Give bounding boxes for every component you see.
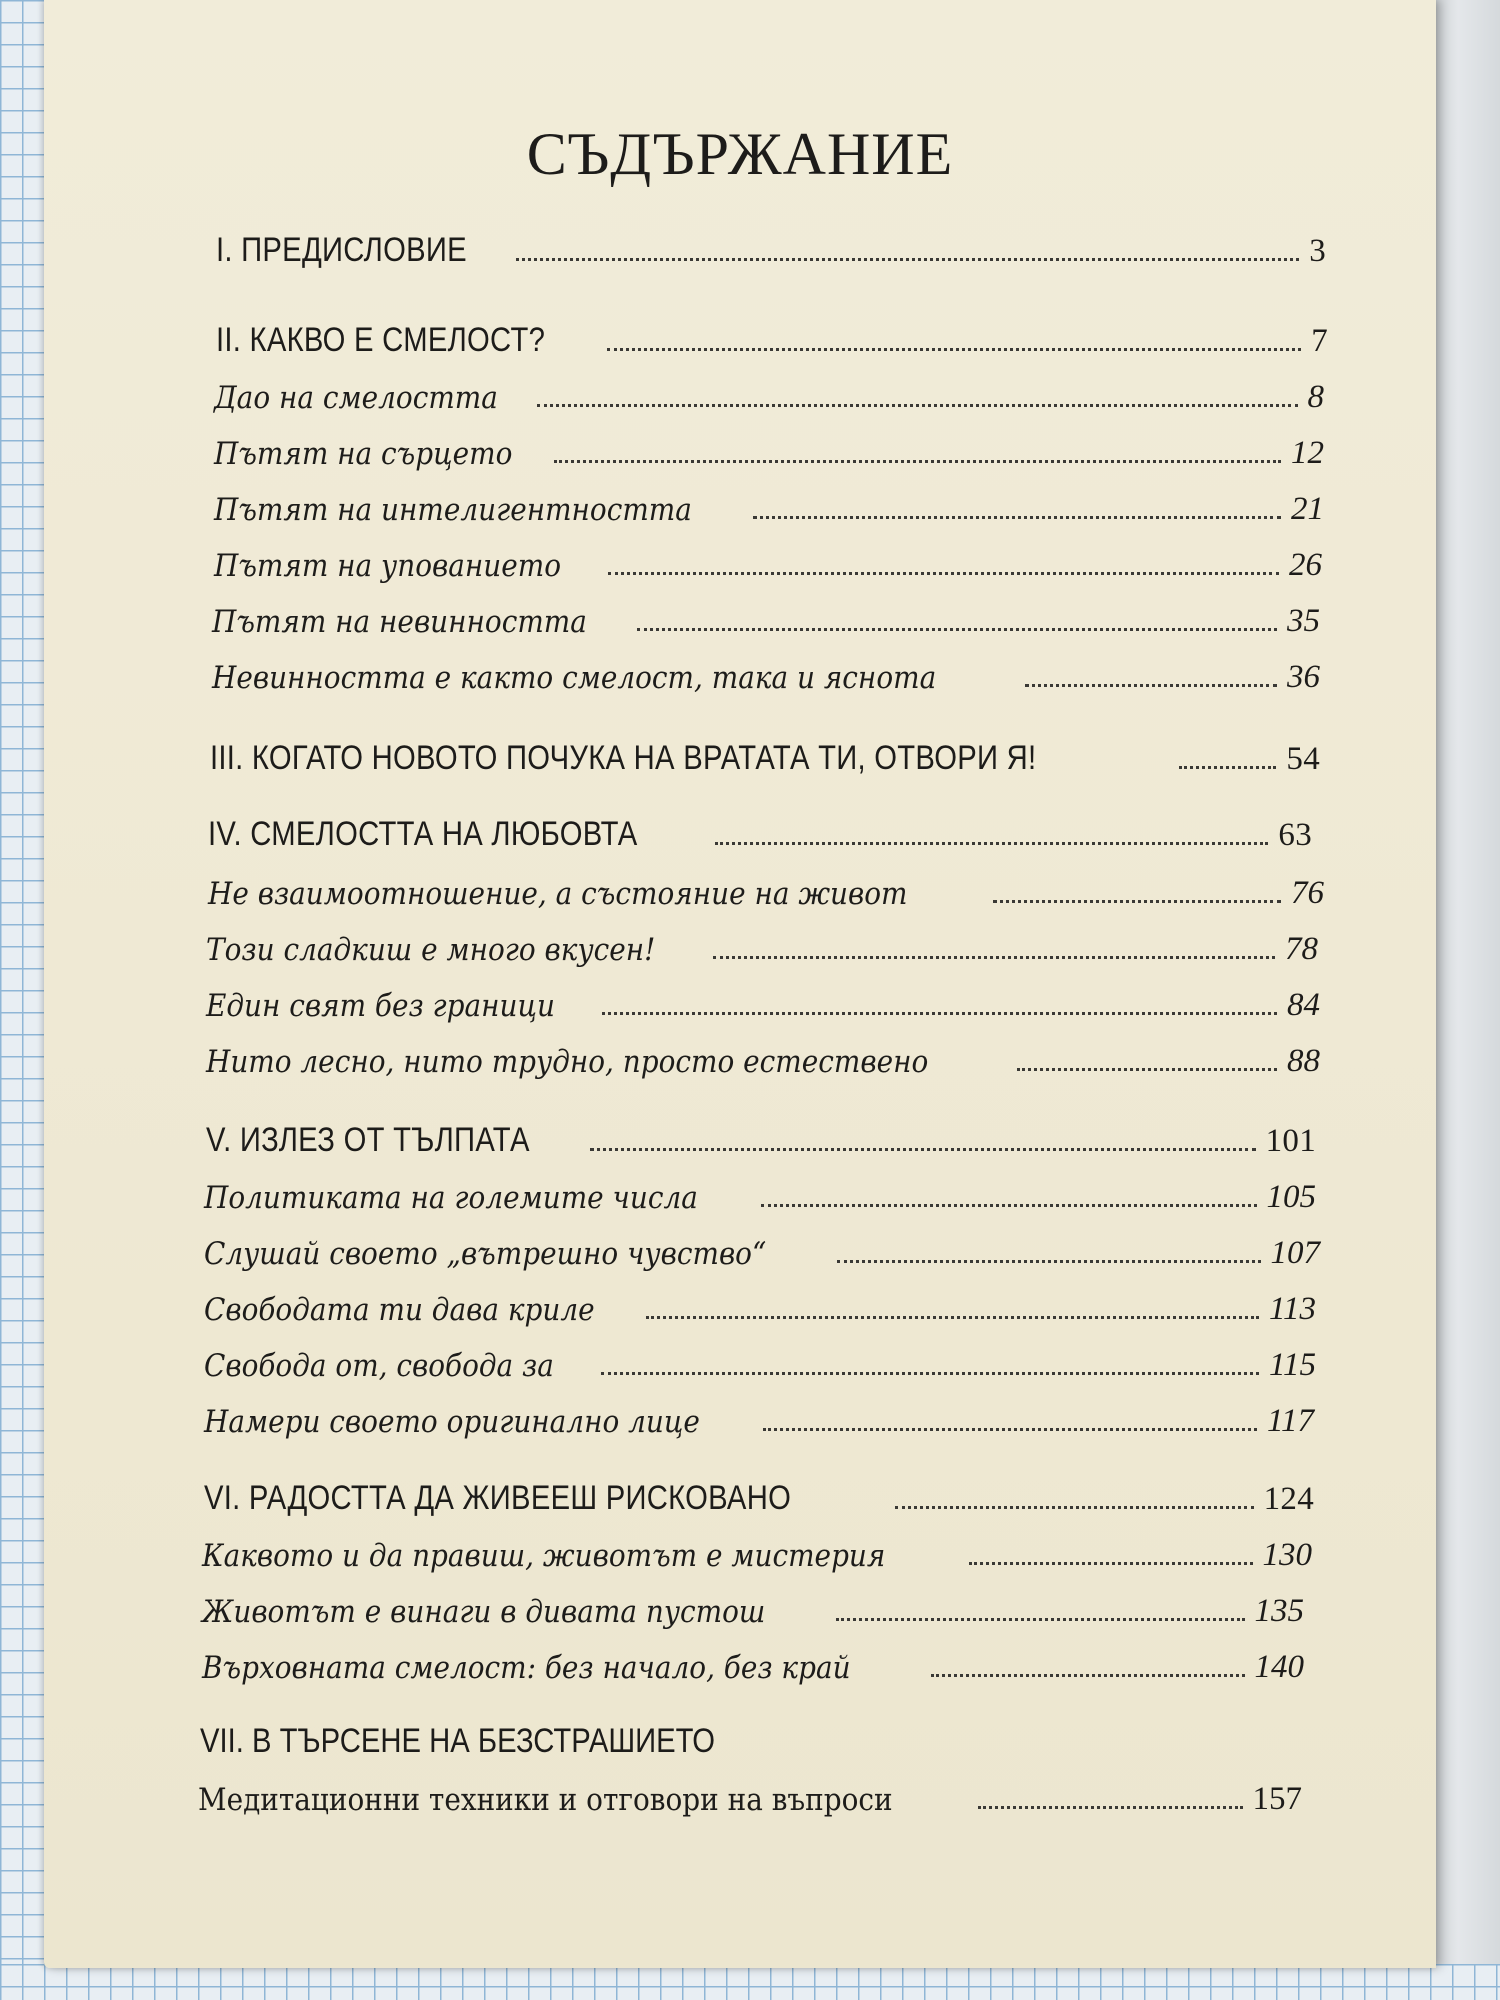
toc-entry-title: II. КАКВО Е СМЕЛОСТ? [216,321,546,359]
leader-dots [978,1806,1243,1809]
toc-entry-page: 135 [1254,1593,1304,1629]
leader-dots [763,1428,1257,1431]
toc-entry-page: 76 [1291,875,1324,911]
leader-dots [608,572,1279,575]
toc-entry-title: Свободата ти дава криле [204,1292,595,1328]
toc-entry-chapter-4 [208,806,1312,854]
toc-entry-title: VI. РАДОСТТА ДА ЖИВЕЕШ РИСКОВАНО [204,1479,792,1517]
toc-entry-page: 157 [1252,1781,1302,1817]
toc-entry-title: Слушай своето „вътрешно чувство“ [204,1236,767,1272]
toc-entry-section [204,1280,1316,1328]
toc-entry-title: Намери своето оригинално лице [204,1404,700,1440]
toc-entry-title: Пътят на сърцето [214,436,513,472]
leader-dots [895,1506,1254,1509]
background-edge [1430,0,1500,2000]
leader-dots [715,842,1268,845]
toc-entry-section [204,1224,1320,1272]
leader-dots [601,1372,1259,1375]
toc-entry-page: 7 [1311,323,1328,359]
toc-entry-title: Невинността е както смелост, така и яснота [212,660,937,696]
toc-entry-title: Пътят на невинността [212,604,587,640]
toc-entry-section [208,864,1324,912]
leader-dots [713,956,1275,959]
leader-dots [554,460,1281,463]
leader-dots [761,1204,1257,1207]
toc-entry-section [206,976,1320,1024]
toc-entry-page: 54 [1286,741,1320,777]
leader-dots [646,1316,1259,1319]
leader-dots [993,900,1281,903]
leader-dots [637,628,1277,631]
toc-entry-title: V. ИЗЛЕЗ ОТ ТЪЛПАТА [206,1121,530,1159]
toc-entry-title: III. КОГАТО НОВОТО ПОЧУКА НА ВРАТАТА ТИ, ОТВОРИ Я! [210,739,1037,777]
toc-entry-page: 105 [1266,1179,1316,1215]
toc-entry-page: 117 [1266,1403,1314,1439]
toc-entry-section [214,424,1324,472]
toc-entry-page: 8 [1307,379,1324,415]
page-title: СЪДЪРЖАНИЕ [526,121,954,187]
toc-entry-section [206,1032,1320,1080]
toc-entry-section [212,592,1320,640]
leader-dots [836,1618,1245,1621]
leader-dots [931,1674,1245,1677]
leader-dots [1017,1068,1277,1071]
toc-entry-section [214,480,1324,528]
toc-entry-page: 88 [1287,1043,1320,1079]
toc-entry-page: 130 [1262,1537,1312,1573]
toc-entry-page: 140 [1254,1649,1304,1685]
toc-entry-chapter-5 [206,1112,1316,1160]
toc-entry-title: Върховната смелост: без начало, без край [202,1650,851,1686]
toc-entry-page: 124 [1263,1481,1314,1517]
toc-entry-title: Пътят на упованието [214,548,562,584]
toc-entry-chapter-2 [216,312,1328,360]
toc-entry-section [198,1770,1302,1818]
toc-entry-page: 84 [1287,987,1320,1023]
toc-entry-page: 12 [1291,435,1324,471]
toc-entry-title: IV. СМЕЛОСТТА НА ЛЮБОВТА [208,815,638,853]
toc-entry-page: 115 [1268,1347,1316,1383]
leader-dots [1025,684,1277,687]
toc-entry-section [206,920,1318,968]
leader-dots [753,516,1281,519]
toc-entry-page: 107 [1270,1235,1320,1271]
toc-entry-page: 78 [1285,931,1318,967]
leader-dots [602,1012,1277,1015]
toc-entry-page: 3 [1309,233,1326,269]
toc-entry-chapter-3 [210,730,1320,778]
notebook-paper-bottom [0,1964,1500,2000]
toc-entry-title: Пътят на интелигентността [214,492,692,528]
leader-dots [537,404,1297,407]
toc-entry-page: 21 [1291,491,1324,527]
toc-entry-section [204,1392,1314,1440]
toc-entry-section [202,1582,1304,1630]
toc-entry-title: Един свят без граници [206,988,555,1024]
toc-entry-section [204,1336,1316,1384]
toc-entry-title: Медитационни техники и отговори на въпроси [198,1782,893,1818]
toc-entry-section [214,536,1322,584]
toc-entry-page: 35 [1287,603,1320,639]
leader-dots [969,1562,1252,1565]
leader-dots [1179,766,1276,769]
toc-entry-chapter-6 [204,1470,1314,1518]
leader-dots [516,258,1299,261]
leader-dots [837,1260,1261,1263]
toc-entry-title: Каквото и да правиш, животът е мистерия [202,1538,886,1574]
toc-entry-title: Не взаимоотношение, а състояние на живот [208,876,908,912]
toc-entry-page: 101 [1265,1123,1316,1159]
toc-entry-title: Свобода от, свобода за [204,1348,554,1384]
toc-entry-chapter-1 [216,222,1326,270]
toc-entry-section [214,368,1324,416]
toc-entry-title: Животът е винаги в дивата пустош [202,1594,766,1630]
toc-entry-title: VII. В ТЪРСЕНЕ НА БЕЗСТРАШИЕТО [200,1722,715,1760]
book-page [44,0,1436,1968]
toc-entry-page: 63 [1278,817,1312,853]
leader-dots [607,348,1302,351]
toc-entry-chapter-7 [200,1722,799,1761]
toc-entry-title: Политиката на големите числа [204,1180,698,1216]
toc-entry-section [202,1526,1312,1574]
toc-entry-title: Нито лесно, нито трудно, просто естествено [206,1044,929,1080]
toc-entry-section [204,1168,1316,1216]
toc-entry-section [202,1638,1304,1686]
toc-entry-section [212,648,1320,696]
toc-entry-page: 113 [1268,1291,1316,1327]
toc-entry-page: 36 [1287,659,1320,695]
table-of-contents [164,0,1334,1968]
toc-entry-title: I. ПРЕДИСЛОВИЕ [216,231,467,269]
toc-entry-title: Дао на смелостта [214,380,498,416]
toc-entry-title: Този сладкиш е много вкусен! [206,932,656,968]
toc-entry-page: 26 [1289,547,1322,583]
leader-dots [590,1148,1255,1151]
